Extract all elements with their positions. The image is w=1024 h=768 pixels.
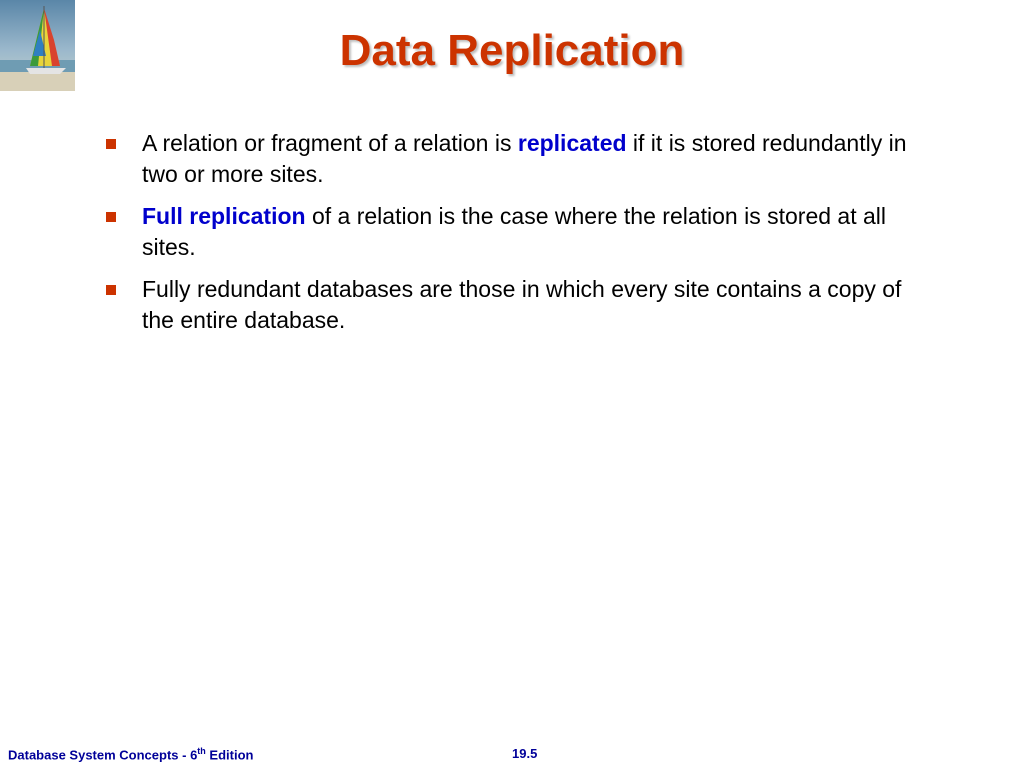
footer-book-title (8, 746, 253, 762)
footer-page-number: 19.5 (512, 746, 538, 761)
square-bullet-icon (106, 285, 116, 295)
bullet-text: if it is stored redundantly in two or more sites. (142, 130, 907, 187)
footer-book-prefix: Database System Concepts - 6 (8, 747, 198, 763)
footer-book-suffix: Edition (205, 747, 254, 763)
bullet-keyword: Full replication (142, 203, 306, 229)
slide-title: Data Replication (339, 26, 685, 75)
bullet-item (104, 128, 924, 190)
square-bullet-icon (106, 139, 116, 149)
bullet-text: A relation or fragment of a relation is (142, 130, 518, 156)
bullet-text: of a relation is the case where the relation is stored at all sites. (142, 203, 887, 260)
bullet-keyword: replicated (517, 130, 627, 156)
bullet-list (104, 128, 924, 347)
bullet-item (104, 274, 924, 336)
bullet-item (104, 201, 924, 263)
bullet-text: Fully redundant databases are those in which every site contains a copy of the entire database. (142, 276, 902, 333)
footer-book-sup: th (197, 746, 206, 756)
square-bullet-icon (106, 212, 116, 222)
